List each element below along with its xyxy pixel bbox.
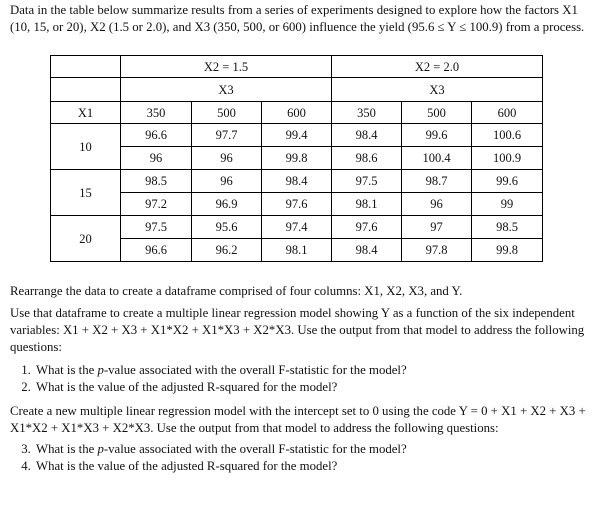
y-cell: 96 [192, 147, 262, 170]
x3-level: 350 [121, 102, 192, 124]
header-row-levels [51, 102, 543, 124]
y-cell: 97.6 [332, 216, 402, 239]
question-item: 1. What is the p-value associated with the overall F-statistic for the model? [34, 362, 594, 379]
header-row-x2 [51, 56, 543, 78]
x3-label-2: X3 [332, 78, 543, 102]
create-model-instruction: Create a new multiple linear regression model with the intercept set to 0 using the code Y = 0 + X1 + X2 + X3 + X1*X2 + X1*X3 + X2*X3. Use the output from that model to address the following questions: [10, 404, 586, 435]
y-cell: 98.4 [332, 124, 402, 147]
y-cell: 98.7 [402, 170, 472, 193]
y-cell: 95.6 [192, 216, 262, 239]
rearrange-instruction: Rearrange the data to create a dataframe comprised of four columns: X1, X2, X3, and Y. [10, 284, 463, 298]
y-cell: 99.6 [402, 124, 472, 147]
table-row [51, 216, 543, 239]
y-cell: 96.9 [192, 193, 262, 216]
y-cell: 99.8 [262, 147, 332, 170]
y-cell: 96 [121, 147, 192, 170]
table-row [51, 239, 543, 262]
question-item: 4. What is the value of the adjusted R-squared for the model? [34, 458, 594, 475]
y-cell: 100.6 [472, 124, 543, 147]
x2-header-1: X2 = 1.5 [121, 56, 332, 78]
y-cell: 96.6 [121, 239, 192, 262]
intro-paragraph: Data in the table below summarize results from a series of experiments designed to explore how the factors X1 (10, 15, or 20), X2 (1.5 or 2.0), and X3 (350, 500, or 600) influence the yield (95.6 ≤ Y ≤ 100.9) from a process. [10, 3, 585, 34]
x1-value: 20 [51, 216, 121, 262]
y-cell: 99 [472, 193, 543, 216]
questions-list-a [10, 362, 594, 396]
y-cell: 100.4 [402, 147, 472, 170]
y-cell: 97.5 [121, 216, 192, 239]
header-row-x3 [51, 78, 543, 102]
y-cell: 97 [402, 216, 472, 239]
y-cell: 97.8 [402, 239, 472, 262]
x1-value: 15 [51, 170, 121, 216]
y-cell: 98.1 [262, 239, 332, 262]
corner-cell [51, 78, 121, 102]
y-cell: 99.4 [262, 124, 332, 147]
x3-level: 600 [472, 102, 543, 124]
y-cell: 98.5 [472, 216, 543, 239]
question-item: 3. What is the p-value associated with the overall F-statistic for the model? [34, 441, 594, 458]
table-row [51, 147, 543, 170]
y-cell: 98.6 [332, 147, 402, 170]
x3-level: 500 [402, 102, 472, 124]
y-cell: 97.7 [192, 124, 262, 147]
table-row [51, 124, 543, 147]
use-model-instruction: Use that dataframe to create a multiple linear regression model showing Y as a function of the six independent variables: X1 + X2 + X3 + X1*X2 + X1*X3 + X2*X3. Use the output from that model to address the following questions: [10, 306, 585, 354]
y-cell: 99.8 [472, 239, 543, 262]
y-cell: 97.5 [332, 170, 402, 193]
corner-cell [51, 56, 121, 78]
y-cell: 97.4 [262, 216, 332, 239]
x2-header-2: X2 = 2.0 [332, 56, 543, 78]
table-row [51, 193, 543, 216]
question-item: 2. What is the value of the adjusted R-squared for the model? [34, 379, 594, 396]
x3-level: 350 [332, 102, 402, 124]
y-cell: 97.6 [262, 193, 332, 216]
x3-label-1: X3 [121, 78, 332, 102]
y-cell: 99.6 [472, 170, 543, 193]
y-cell: 96 [402, 193, 472, 216]
y-cell: 97.2 [121, 193, 192, 216]
questions-list-b [10, 441, 594, 475]
y-cell: 98.5 [121, 170, 192, 193]
y-cell: 98.1 [332, 193, 402, 216]
x3-level: 600 [262, 102, 332, 124]
x1-label: X1 [51, 102, 121, 124]
x1-value: 10 [51, 124, 121, 170]
y-cell: 96 [192, 170, 262, 193]
data-table [50, 55, 543, 262]
y-cell: 96.6 [121, 124, 192, 147]
y-cell: 98.4 [332, 239, 402, 262]
table-row [51, 170, 543, 193]
x3-level: 500 [192, 102, 262, 124]
y-cell: 100.9 [472, 147, 543, 170]
y-cell: 96.2 [192, 239, 262, 262]
y-cell: 98.4 [262, 170, 332, 193]
